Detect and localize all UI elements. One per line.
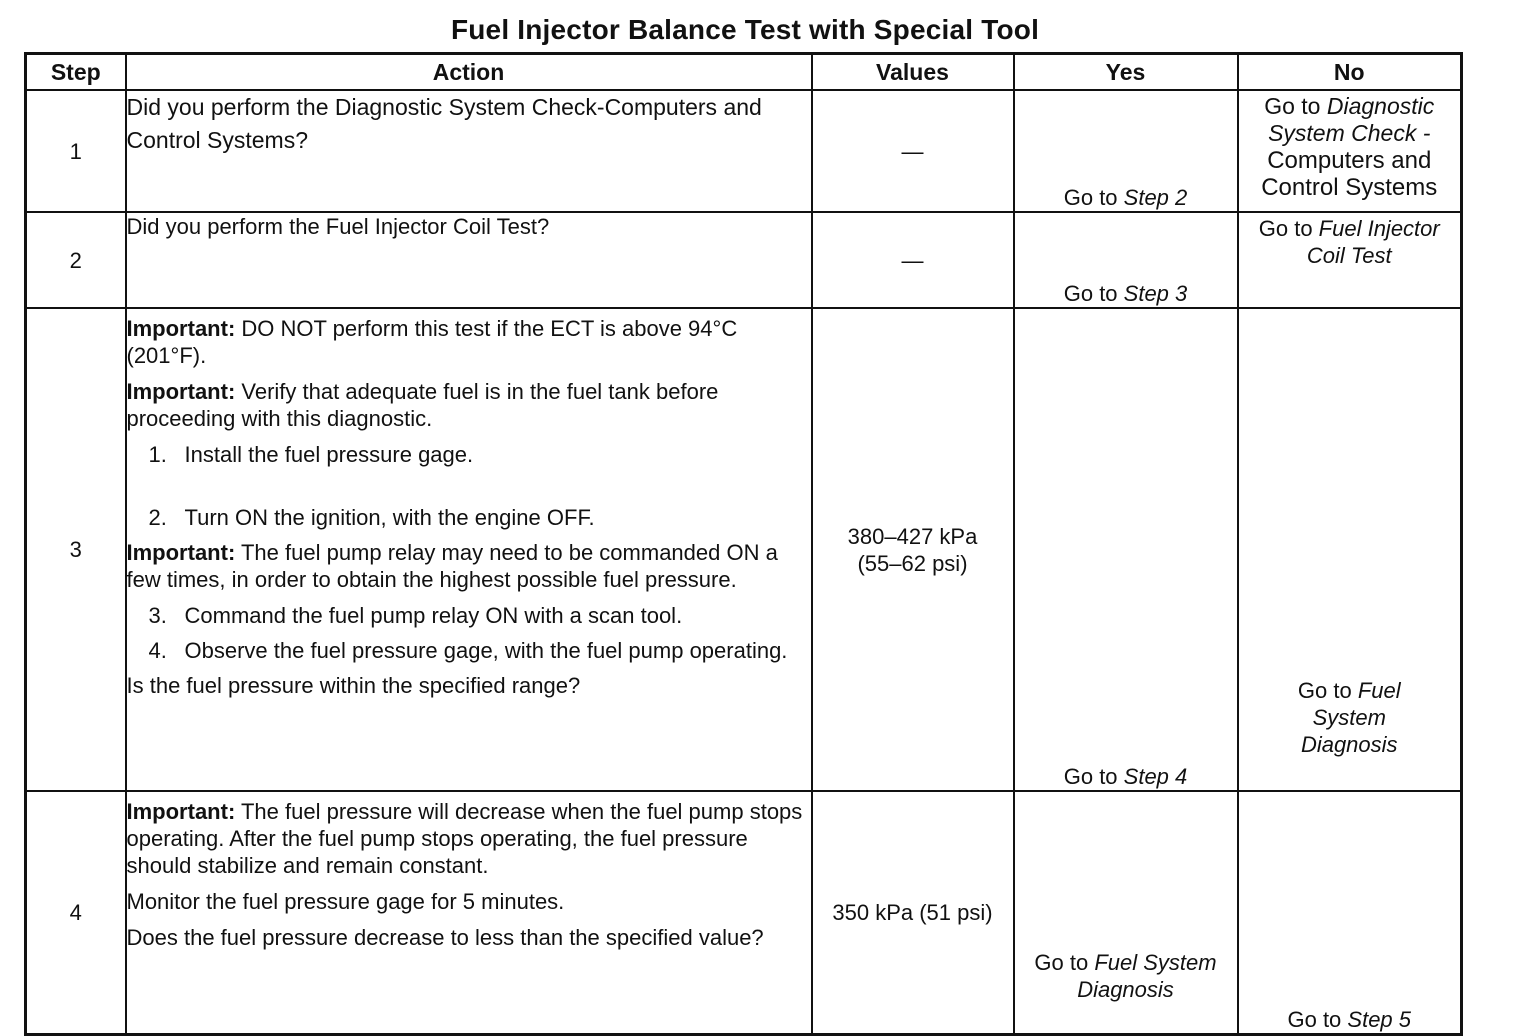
list-number: 4. [148, 638, 167, 663]
step-number: 3 [26, 308, 126, 791]
no-link[interactable]: Diagnostic System Check - [1268, 93, 1435, 146]
list-item [127, 504, 811, 531]
list-item [127, 637, 811, 664]
no-prefix: Go to [1258, 216, 1319, 241]
values-line: (55–62 psi) [857, 550, 968, 576]
important-note [127, 539, 811, 593]
table-row [26, 791, 1462, 1035]
important-note [127, 378, 811, 432]
step-number: 2 [26, 212, 126, 308]
list-text: Observe the fuel pressure gage, with the fuel pump operating. [184, 638, 788, 663]
no-suffix: Computers and Control Systems [1261, 147, 1438, 201]
list-item [127, 441, 811, 468]
values-cell [812, 212, 1014, 308]
header-row [26, 54, 1462, 91]
yes-link[interactable]: Step 2 [1123, 185, 1188, 210]
list-item [127, 602, 811, 629]
values-cell [812, 791, 1014, 1035]
action-cell [126, 90, 812, 212]
no-cell [1238, 791, 1462, 1035]
header-values: Values [812, 54, 1014, 91]
header-step: Step [26, 54, 126, 91]
important-note [127, 315, 811, 369]
no-prefix: Go to [1297, 678, 1358, 703]
values-cell [812, 308, 1014, 791]
page-title: Fuel Injector Balance Test with Special Tool [450, 14, 1040, 45]
no-link[interactable]: Fuel Injector Coil Test [1306, 216, 1440, 268]
important-text: The fuel pressure will decrease when the fuel pump stops operating. After the fuel pump stops operating, the fuel pressure should stabilize and remain constant. [126, 799, 803, 878]
yes-prefix: Go to [1063, 185, 1124, 210]
list-text: Turn ON the ignition, with the engine OFF. [184, 505, 595, 530]
important-label: Important: [126, 799, 236, 824]
table-row [26, 212, 1462, 308]
action-cell [126, 791, 812, 1035]
values-text: 350 kPa (51 psi) [832, 900, 993, 925]
diagnostic-table [24, 52, 1463, 1036]
no-cell [1238, 90, 1462, 212]
yes-cell [1014, 308, 1238, 791]
important-text: The fuel pump relay may need to be commanded ON a few times, in order to obtain the highest possible fuel pressure. [126, 540, 778, 592]
step-number: 1 [26, 90, 126, 212]
yes-cell [1014, 791, 1238, 1035]
action-cell [126, 308, 812, 791]
important-label: Important: [126, 316, 236, 341]
no-link[interactable]: Step 5 [1347, 1007, 1412, 1032]
list-number: 2. [148, 505, 167, 530]
important-label: Important: [126, 379, 236, 404]
header-action: Action [126, 54, 812, 91]
yes-prefix: Go to [1034, 950, 1095, 975]
no-cell [1238, 308, 1462, 791]
table-row [26, 90, 1462, 212]
values-cell [812, 90, 1014, 212]
list-text: Command the fuel pump relay ON with a scan tool. [184, 603, 683, 628]
important-label: Important: [126, 540, 236, 565]
header-yes: Yes [1014, 54, 1238, 91]
header-no: No [1238, 54, 1462, 91]
list-number: 3. [148, 603, 167, 628]
no-cell [1238, 212, 1462, 308]
list-number: 1. [148, 442, 167, 467]
values-text: — [901, 138, 924, 164]
important-text: Verify that adequate fuel is in the fuel tank before proceeding with this diagnostic. [126, 379, 719, 431]
table-row [26, 308, 1462, 791]
no-prefix: Go to [1264, 93, 1327, 119]
important-note [127, 798, 811, 879]
step-number: 4 [26, 791, 126, 1035]
values-line: 380–427 kPa [847, 523, 978, 549]
list-text: Install the fuel pressure gage. [184, 442, 474, 467]
action-cell [126, 212, 812, 308]
action-text: Did you perform the Fuel Injector Coil Test? [126, 214, 550, 239]
no-link[interactable]: Fuel System Diagnosis [1300, 678, 1401, 757]
yes-cell [1014, 212, 1238, 308]
procedure-list [127, 602, 811, 664]
yes-prefix: Go to [1063, 764, 1124, 789]
action-text: Did you perform the Diagnostic System Check-Computers and Control Systems? [126, 94, 762, 153]
no-prefix: Go to [1287, 1007, 1348, 1032]
important-text: DO NOT perform this test if the ECT is above 94°C (201°F). [126, 316, 738, 368]
question-text: Is the fuel pressure within the specified range? [126, 673, 581, 698]
yes-cell [1014, 90, 1238, 212]
procedure-list [127, 441, 811, 531]
question-text: Does the fuel pressure decrease to less than the specified value? [126, 925, 764, 950]
yes-link[interactable]: Step 4 [1123, 764, 1188, 789]
yes-prefix: Go to [1063, 281, 1124, 306]
values-text: — [901, 247, 924, 273]
monitor-text: Monitor the fuel pressure gage for 5 minutes. [126, 889, 565, 914]
yes-link[interactable]: Step 3 [1123, 281, 1188, 306]
yes-link[interactable]: Fuel System Diagnosis [1077, 950, 1217, 1002]
